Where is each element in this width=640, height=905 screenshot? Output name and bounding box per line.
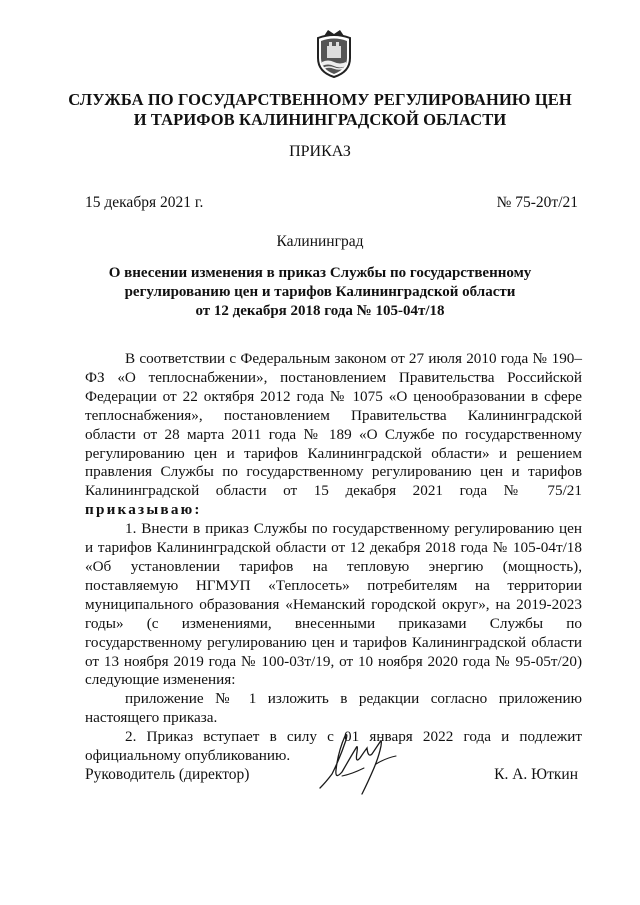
- subject-line-3: от 12 декабря 2018 года № 105-04т/18: [195, 303, 445, 319]
- prikazyvayu-text: приказываю:: [85, 501, 202, 519]
- signatory-name: К. А. Юткин: [494, 766, 578, 783]
- document-subject: [100, 264, 540, 321]
- document-number: № 75-20т/21: [496, 194, 578, 211]
- handwritten-signature-icon: [312, 718, 412, 798]
- document-date: 15 декабря 2021 г.: [85, 194, 204, 211]
- org-line-1: СЛУЖБА ПО ГОСУДАРСТВЕННОМУ РЕГУЛИРОВАНИЮ ЦЕН: [68, 90, 572, 109]
- item-1-paragraph: 1. Внести в приказ Службы по государственному регулированию цен и тарифов Калининградской области от 12 декабря 2018 года № 105-04т/18 «Об установлении тарифов на тепловую энергию (мощность), поставляемую НГМУП «Теплосеть» потребителям на территории муниципального образования «Неманский городской округ», на 2019-2023 годы» (с изменениями, внесенными приказами Службы по государственному регулированию цен и тарифов Калининградской области от 13 ноября 2019 года № 100-03т/19, от 10 ноября 2020 года № 95-05т/20) следующие изменения:: [85, 520, 582, 689]
- subject-line-1: О внесении изменения в приказ Службы по государственному: [108, 265, 532, 281]
- document-type: ПРИКАЗ: [289, 143, 351, 160]
- preamble-text: В соответствии с Федеральным законом от 27 июля 2010 года № 190–ФЗ «О теплоснабжении», постановлением Правительства Российской Федерации от 22 октября 2012 года № 1075 «О ценообразовании в сфере теплоснабжения», постановлением Правительства Калининградской области от 28 марта 2011 года № 189 «О Службе по государственному регулированию цен и тарифов Калининградской области» и решением правления Службы по государственному регулированию цен и тарифов Калининградской области от 15 декабря 2021 года № 75/21: [85, 350, 582, 500]
- coat-of-arms-icon: [312, 28, 356, 78]
- subject-line-2: регулированию цен и тарифов Калининградской области: [124, 284, 516, 300]
- signatory-position: Руководитель (директор): [85, 766, 250, 783]
- item-1-sub-paragraph: приложение № 1 изложить в редакции согласно приложению настоящего приказа.: [85, 690, 582, 727]
- document-body: [85, 350, 582, 766]
- preamble-paragraph: [85, 350, 582, 520]
- item-2-paragraph: 2. Приказ вступает в силу с 01 января 2022 года и подлежит официальному опубликованию.: [85, 728, 582, 765]
- org-line-2: И ТАРИФОВ КАЛИНИНГРАДСКОЙ ОБЛАСТИ: [133, 110, 507, 129]
- organization-name: [60, 90, 580, 130]
- document-city: Калининград: [276, 233, 364, 250]
